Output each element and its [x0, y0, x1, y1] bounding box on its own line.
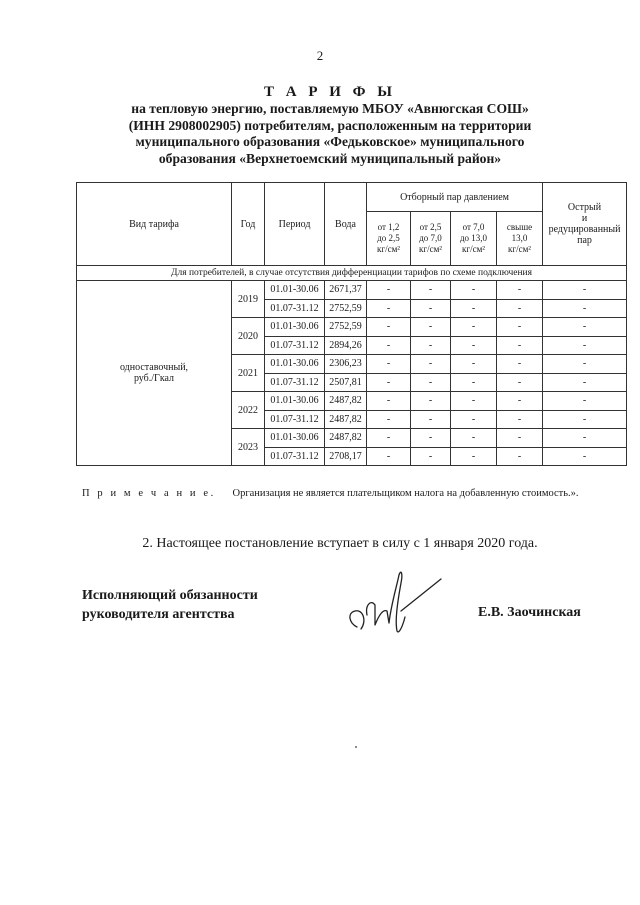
period-cell: 01.01-30.06 [265, 355, 325, 374]
title-line-1: на тепловую энергию, поставляемую МБОУ «Авнюгская СОШ» [131, 101, 529, 116]
period-cell: 01.07-31.12 [265, 373, 325, 392]
period-cell: 01.01-30.06 [265, 281, 325, 300]
table-row [77, 281, 627, 300]
empty-tariff-cell: - [543, 299, 627, 318]
empty-tariff-cell: - [497, 373, 543, 392]
water-tariff-cell: 2752,59 [325, 318, 367, 337]
empty-tariff-cell: - [497, 355, 543, 374]
year-cell: 2022 [232, 392, 265, 429]
note [82, 488, 579, 499]
empty-tariff-cell: - [451, 336, 497, 355]
empty-tariff-cell: - [367, 318, 411, 337]
scan-dot [355, 746, 357, 748]
period-cell: 01.07-31.12 [265, 410, 325, 429]
empty-tariff-cell: - [451, 281, 497, 300]
empty-tariff-cell: - [543, 318, 627, 337]
empty-tariff-cell: - [543, 392, 627, 411]
period-cell: 01.07-31.12 [265, 336, 325, 355]
empty-tariff-cell: - [497, 299, 543, 318]
empty-tariff-cell: - [411, 392, 451, 411]
empty-tariff-cell: - [497, 336, 543, 355]
header-steam-group: Отборный пар давлением [367, 183, 543, 212]
period-cell: 01.01-30.06 [265, 392, 325, 411]
empty-tariff-cell: - [411, 336, 451, 355]
period-cell: 01.01-30.06 [265, 318, 325, 337]
note-label: П р и м е ч а н и е. [82, 488, 216, 499]
period-cell: 01.01-30.06 [265, 429, 325, 448]
empty-tariff-cell: - [497, 392, 543, 411]
empty-tariff-cell: - [497, 410, 543, 429]
empty-tariff-cell: - [451, 447, 497, 466]
empty-tariff-cell: - [543, 447, 627, 466]
empty-tariff-cell: - [367, 373, 411, 392]
empty-tariff-cell: - [543, 355, 627, 374]
empty-tariff-cell: - [367, 392, 411, 411]
empty-tariff-cell: - [411, 429, 451, 448]
empty-tariff-cell: - [367, 429, 411, 448]
header-steam-2: от 2,5 до 7,0 кг/см² [411, 212, 451, 266]
header-period: Период [265, 183, 325, 266]
title-line-2: (ИНН 2908002905) потребителям, расположенным на территории [128, 117, 532, 133]
year-cell: 2023 [232, 429, 265, 466]
water-tariff-cell: 2306,23 [325, 355, 367, 374]
empty-tariff-cell: - [451, 299, 497, 318]
period-cell: 01.07-31.12 [265, 299, 325, 318]
empty-tariff-cell: - [451, 410, 497, 429]
header-year: Год [232, 183, 265, 266]
signatory-role: Исполняющий обязанности руководителя агентства [82, 588, 258, 622]
water-tariff-cell: 2894,26 [325, 336, 367, 355]
consumer-note: Для потребителей, в случае отсутствия дифференциации тарифов по схеме подключения [77, 266, 627, 281]
empty-tariff-cell: - [411, 447, 451, 466]
water-tariff-cell: 2507,81 [325, 373, 367, 392]
empty-tariff-cell: - [451, 429, 497, 448]
empty-tariff-cell: - [497, 318, 543, 337]
empty-tariff-cell: - [451, 318, 497, 337]
empty-tariff-cell: - [497, 447, 543, 466]
empty-tariff-cell: - [411, 355, 451, 374]
empty-tariff-cell: - [451, 373, 497, 392]
page-number: 2 [316, 48, 324, 63]
title-line-4: образования «Верхнетоемский муниципальный район» [158, 150, 502, 166]
empty-tariff-cell: - [543, 336, 627, 355]
empty-tariff-cell: - [543, 373, 627, 392]
water-tariff-cell: 2487,82 [325, 392, 367, 411]
empty-tariff-cell: - [451, 392, 497, 411]
empty-tariff-cell: - [367, 336, 411, 355]
document-title [95, 84, 565, 167]
empty-tariff-cell: - [497, 281, 543, 300]
empty-tariff-cell: - [497, 429, 543, 448]
empty-tariff-cell: - [367, 281, 411, 300]
year-cell: 2020 [232, 318, 265, 355]
header-steam-1: от 1,2 до 2,5 кг/см² [367, 212, 411, 266]
empty-tariff-cell: - [367, 299, 411, 318]
tariff-table [76, 182, 627, 466]
water-tariff-cell: 2752,59 [325, 299, 367, 318]
header-steam-3: от 7,0 до 13,0 кг/см² [451, 212, 497, 266]
water-tariff-cell: 2708,17 [325, 447, 367, 466]
year-cell: 2021 [232, 355, 265, 392]
header-steam-4: свыше 13,0 кг/см² [497, 212, 543, 266]
period-cell: 01.07-31.12 [265, 447, 325, 466]
empty-tariff-cell: - [543, 429, 627, 448]
empty-tariff-cell: - [367, 355, 411, 374]
empty-tariff-cell: - [411, 318, 451, 337]
empty-tariff-cell: - [451, 355, 497, 374]
water-tariff-cell: 2487,82 [325, 410, 367, 429]
empty-tariff-cell: - [543, 410, 627, 429]
note-text: Организация не является плательщиком налога на добавленную стоимость.». [232, 488, 579, 499]
empty-tariff-cell: - [411, 281, 451, 300]
empty-tariff-cell: - [543, 281, 627, 300]
header-acute-steam: Острый и редуцированный пар [543, 183, 627, 266]
title-main: Т А Р И Ф Ы [263, 84, 397, 100]
handwritten-signature [345, 565, 445, 645]
empty-tariff-cell: - [411, 373, 451, 392]
signatory-name: Е.В. Заочинская [478, 605, 581, 620]
empty-tariff-cell: - [367, 447, 411, 466]
year-cell: 2019 [232, 281, 265, 318]
effective-date-paragraph: 2. Настоящее постановление вступает в силу с 1 января 2020 года. [142, 536, 538, 551]
water-tariff-cell: 2487,82 [325, 429, 367, 448]
empty-tariff-cell: - [411, 410, 451, 429]
header-tariff-type: Вид тарифа [77, 183, 232, 266]
empty-tariff-cell: - [367, 410, 411, 429]
tariff-type-cell: одноставочный, руб./Гкал [77, 281, 232, 466]
header-water: Вода [325, 183, 367, 266]
water-tariff-cell: 2671,37 [325, 281, 367, 300]
title-line-3: муниципального образования «Федьковское» муниципального [135, 134, 525, 150]
empty-tariff-cell: - [411, 299, 451, 318]
